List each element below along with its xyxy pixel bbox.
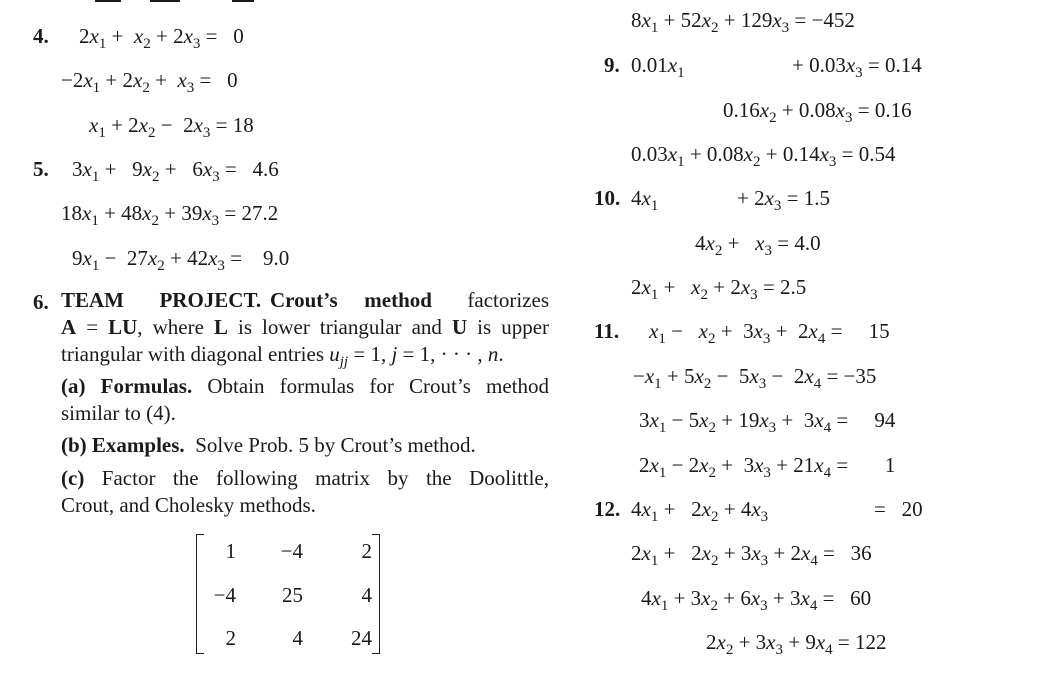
problem-number: 11.: [594, 319, 620, 343]
matrix-cell: 1: [225, 539, 236, 563]
equation-row: $2x_2 + 3x_3 + 9x_4 = 122$: [706, 630, 887, 658]
top-rule-left: [95, 0, 121, 2]
equation-row: $-2x_1 + 2x_2 + x_3 = 0$: [61, 68, 238, 96]
equation-row: $0.16x_2 + 0.08x_3 = 0.16$: [723, 98, 912, 126]
matrix-right-bracket: [372, 534, 380, 654]
equation-row: $8x_1 + 52x_2 + 129x_3 = -452$: [631, 8, 855, 36]
equation-row: $4x_2 + x_3 = 4.0$: [695, 231, 821, 259]
equation-row: $x_1 - x_2 + 3x_3 + 2x_4$ = 15: [649, 319, 890, 347]
problem-6-line2: A = LU, where L is lower triangular and U is upper: [61, 315, 550, 339]
problem-6-line3: triangular with diagonal entries $u_{jj} = 1$, j = 1, · · · , n.: [61, 342, 504, 370]
matrix-cell: 4: [292, 626, 303, 650]
problem-number: 4.: [33, 24, 49, 48]
problem-6-line1: TEAM PROJECT. Crout’s method factorizes: [61, 288, 549, 312]
matrix-cell: −4: [280, 539, 303, 563]
matrix-cell: 24: [351, 626, 372, 650]
equation-row: $4x_1 + 3x_2 + 6x_3 + 3x_4 = 60$: [641, 586, 872, 614]
problem-number: 6.: [33, 290, 49, 314]
equation-row: $0.03x_1 + 0.08x_2 + 0.14x_3 = 0.54$: [631, 142, 896, 170]
matrix-cell: 2: [225, 626, 236, 650]
equation-row: $2x_1 - 2x_2 + 3x_3 + 21x_4$ = 1: [639, 453, 896, 481]
matrix-cell: −4: [213, 583, 236, 607]
problem-number: 9.: [604, 53, 620, 77]
top-rule-right: [232, 0, 254, 2]
part-b: (b) Examples. Solve Prob. 5 by Crout’s method.: [61, 433, 476, 457]
matrix-cell: 2: [361, 539, 372, 563]
matrix-cell: 4: [361, 583, 372, 607]
top-rule-mid: [150, 0, 180, 2]
part-a: (a) Formulas. Obtain formulas for Crout’s method: [61, 374, 549, 398]
equation-row: $18x_1 + 48x_2 + 39x_3 = 27.2$: [61, 201, 279, 229]
equation-row: $4x_1$: [631, 186, 659, 214]
equation-row: $x_1 + 2x_2 - 2x_3 = 18$: [89, 113, 254, 141]
problem-number: 12.: [594, 497, 621, 521]
equation-row: $9x_1 - 27x_2 + 42x_3$ = 9.0: [72, 246, 290, 274]
problem-number: 5.: [33, 157, 49, 181]
part-a-cont: similar to (4).: [61, 401, 176, 425]
equation-row: $0.01x_1$: [631, 53, 685, 81]
equation-row: $2x_1 + x_2 + 2x_3 = 2.5$: [631, 275, 807, 303]
equation-row: + $2x_3 = 1.5$: [737, 186, 831, 214]
equation-row: $3x_1 - 5x_2 + 19x_3 + 3x_4$ = 94: [639, 408, 896, 436]
equation-row: $-x_1 + 5x_2 - 5x_3 - 2x_4 = -35$: [633, 364, 877, 392]
part-c: (c) Factor the following matrix by the Doolittle,: [61, 466, 549, 490]
equation-row: $2x_1 + 2x_2 + 3x_3 + 2x_4 = 36$: [631, 541, 872, 569]
equation-row: + $0.03x_3 = 0.14$: [792, 53, 922, 81]
equation-row: $4x_1 + 2x_2 + 4x_3$: [631, 497, 769, 525]
problem-number: 10.: [594, 186, 621, 210]
equation-row: $2x_1 + x_2 + 2x_3 = 0$: [79, 24, 244, 52]
part-c-cont: Crout, and Cholesky methods.: [61, 493, 316, 517]
matrix-cell: 25: [282, 583, 303, 607]
equation-row: = 20: [874, 497, 923, 521]
equation-row: $3x_1 + 9x_2 + 6x_3 = 4.6$: [72, 157, 279, 185]
